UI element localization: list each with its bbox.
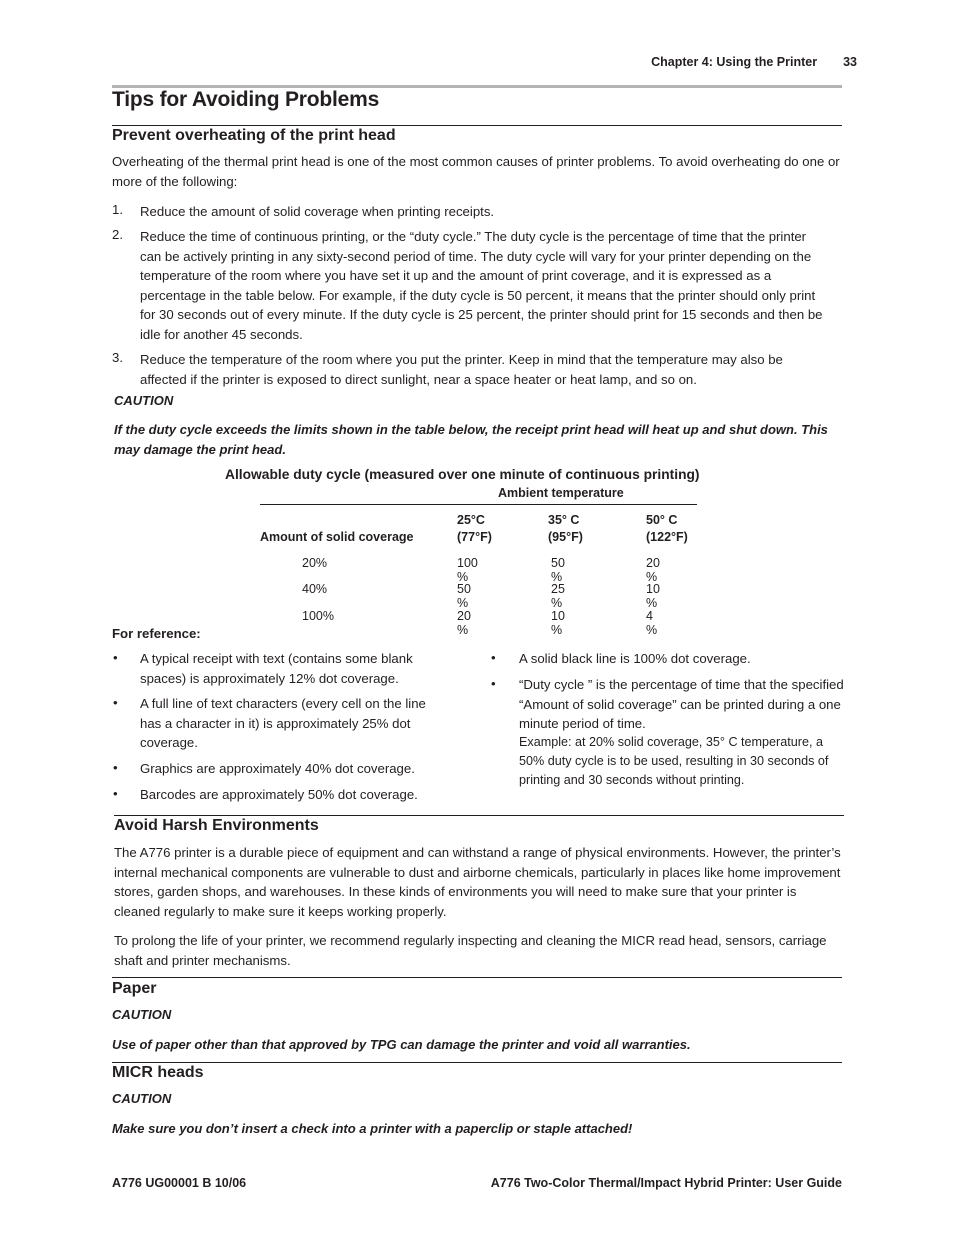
step-number: 3.: [112, 350, 123, 365]
environments-paragraph: The A776 printer is a durable piece of equipment and can withstand a range of physical environments. However, the printer’s internal mechanical components are vulnerable to dust and airborne chemicals, particularly in places like home improvement stores, garden shops, and warehouses. In these kinds of environments you will need to make sure that your printer is cleaned regularly to make sure it keeps working properly.: [114, 845, 841, 919]
environments-paragraph: To prolong the life of your printer, we recommend regularly inspecting and cleaning the MICR read head, sensors, carriage shaft and printer mechanisms.: [114, 933, 827, 968]
table-column-header: [548, 512, 583, 546]
reference-item: Graphics are approximately 40% dot coverage.: [140, 761, 415, 776]
reference-item: Barcodes are approximately 50% dot coverage.: [140, 787, 418, 802]
bullet-icon: •: [113, 786, 118, 801]
section-heading-environments: Avoid Harsh Environments: [114, 817, 319, 834]
page-number: 33: [843, 55, 857, 69]
step-text: Reduce the temperature of the room where you put the printer. Keep in mind that the temperature may also be affected if the printer is exposed to direct sunlight, near a space heater or heat lamp, and so on.: [140, 352, 783, 387]
duty-cell: 25 %: [551, 582, 565, 610]
reference-example: Example: at 20% solid coverage, 35° C temperature, a 50% duty cycle is to be used, resulting in 30 seconds of printing and 30 seconds without printing.: [519, 735, 829, 787]
reference-item: A full line of text characters (every cell on the line has a character in it) is approximately 25% dot coverage.: [140, 696, 426, 751]
reference-item: A typical receipt with text (contains some blank spaces) is approximately 12% dot coverage.: [140, 651, 413, 686]
column-celsius: 35° C: [548, 513, 580, 527]
duty-cell: 50 %: [457, 582, 471, 610]
duty-cell: 20 %: [646, 556, 660, 584]
section-divider: [114, 815, 844, 816]
coverage-cell: 100%: [302, 609, 334, 623]
caution-label: CAUTION: [112, 1007, 172, 1022]
section-heading-overheating: Prevent overheating of the print head: [112, 127, 396, 144]
column-celsius: 25°C: [457, 513, 485, 527]
coverage-cell: 20%: [302, 556, 328, 570]
step-text: Reduce the amount of solid coverage when printing receipts.: [140, 204, 495, 219]
column-fahrenheit: (95°F): [548, 530, 583, 544]
reference-label: For reference:: [112, 626, 201, 641]
bullet-icon: •: [491, 676, 496, 691]
duty-cell: 10 %: [646, 582, 660, 610]
bullet-icon: •: [491, 650, 496, 665]
column-fahrenheit: (122°F): [646, 530, 688, 544]
coverage-cell: 40%: [302, 582, 328, 596]
duty-cell: 100 %: [457, 556, 478, 584]
caution-text: Make sure you don’t insert a check into a printer with a paperclip or staple attached!: [112, 1121, 633, 1136]
bullet-icon: •: [113, 695, 118, 710]
column-fahrenheit: (77°F): [457, 530, 492, 544]
bullet-icon: •: [113, 650, 118, 665]
chapter-label: Chapter 4: Using the Printer: [651, 55, 818, 69]
table-row-header: Amount of solid coverage: [260, 530, 414, 544]
section-divider: [112, 977, 842, 978]
running-header: [651, 55, 857, 69]
caution-text: Use of paper other than that approved by TPG can damage the printer and void all warranties.: [112, 1037, 691, 1052]
table-title: Allowable duty cycle (measured over one minute of continuous printing): [225, 467, 700, 482]
caution-text: If the duty cycle exceeds the limits shown in the table below, the receipt print head will heat up and shut down. This may damage the print head.: [114, 422, 828, 457]
step-text: Reduce the time of continuous printing, or the “duty cycle.” The duty cycle is the percentage of time that the printer can be actively printing in any sixty-second period of time. The duty cycle will vary for your printer depending on the temperature of the room where you have set it up and the amount of print coverage, and it is expressed as a percentage in the table below. For example, if the duty cycle is 50 percent, it means that the printer should only print for 30 seconds out of every minute. If the duty cycle is 25 percent, the printer should print for 15 seconds and then be idle for another 45 seconds.: [140, 229, 823, 342]
overheating-intro: Overheating of the thermal print head is one of the most common causes of printer problems. To avoid overheating do one or more of the following:: [112, 154, 840, 189]
table-group-header: Ambient temperature: [498, 486, 624, 500]
reference-item: “Duty cycle ” is the percentage of time that the specified “Amount of solid coverage” can be printed during a one minute period of time.: [519, 677, 844, 732]
footer-doc-id: A776 UG00001 B 10/06: [112, 1176, 247, 1190]
section-divider: [112, 1062, 842, 1063]
bullet-icon: •: [113, 760, 118, 775]
duty-cell: 10 %: [551, 609, 565, 637]
reference-item: A solid black line is 100% dot coverage.: [519, 651, 751, 666]
section-heading-micr: MICR heads: [112, 1064, 204, 1081]
caution-label: CAUTION: [112, 1091, 172, 1106]
page-title: Tips for Avoiding Problems: [112, 88, 380, 111]
table-column-header: [646, 512, 688, 546]
step-number: 2.: [112, 227, 123, 242]
section-divider: [112, 125, 842, 126]
section-heading-paper: Paper: [112, 980, 157, 997]
column-celsius: 50° C: [646, 513, 678, 527]
caution-label: CAUTION: [114, 393, 174, 408]
table-rule: [260, 504, 697, 505]
duty-cell: 4 %: [646, 609, 658, 637]
duty-cell: 50 %: [551, 556, 565, 584]
footer-doc-title: A776 Two-Color Thermal/Impact Hybrid Printer: User Guide: [490, 1176, 842, 1190]
table-column-header: [457, 512, 492, 546]
step-number: 1.: [112, 202, 123, 217]
duty-cell: 20 %: [457, 609, 471, 637]
